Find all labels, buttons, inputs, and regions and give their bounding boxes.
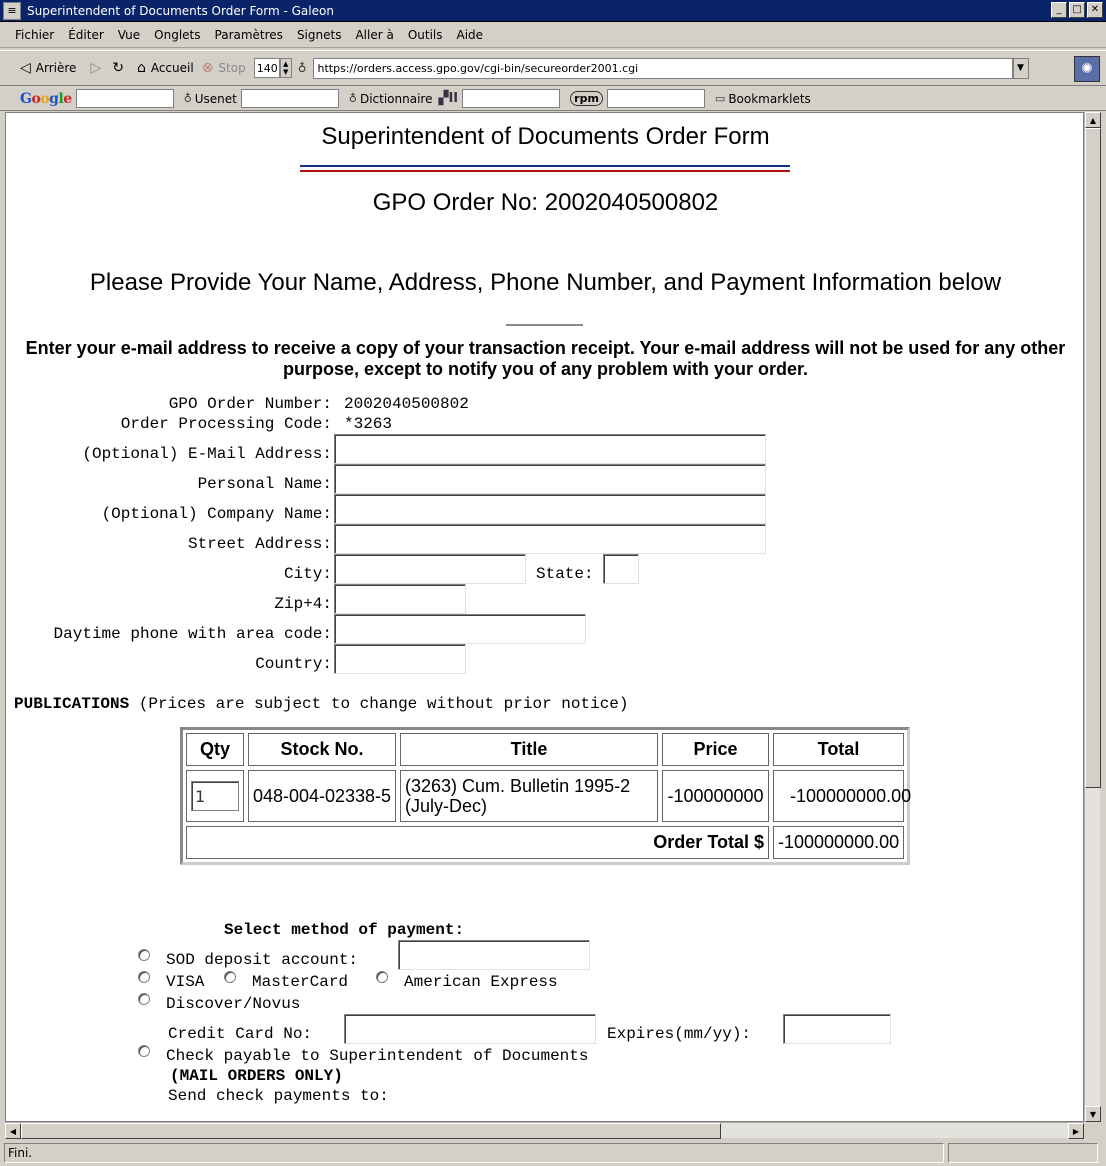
expires-label: Expires(mm/yy): bbox=[607, 1025, 752, 1043]
section-divider bbox=[506, 324, 583, 326]
menu-aide[interactable]: Aide bbox=[456, 27, 484, 42]
table-header-price: Price bbox=[662, 733, 769, 766]
scroll-up-icon[interactable]: ▲ bbox=[1085, 112, 1101, 128]
url-bar[interactable]: https://orders.access.gpo.gov/cgi-bin/secureorder2001.cgi bbox=[313, 58, 1013, 79]
country-field[interactable] bbox=[334, 644, 466, 674]
scroll-down-icon[interactable]: ▼ bbox=[1085, 1106, 1101, 1122]
credit-card-field[interactable] bbox=[344, 1014, 596, 1044]
maximize-button[interactable]: □ bbox=[1069, 2, 1085, 18]
dictionary-button[interactable] bbox=[349, 92, 433, 106]
table-cell-qty bbox=[186, 770, 244, 822]
personal-name-label: Personal Name: bbox=[197, 475, 332, 493]
content-viewport bbox=[5, 112, 1084, 1122]
menu-signets[interactable]: Signets bbox=[296, 27, 342, 42]
status-text: Fini. bbox=[4, 1143, 944, 1163]
window-menu-icon[interactable]: ≡ bbox=[3, 2, 21, 20]
google-search-input[interactable] bbox=[76, 89, 174, 108]
processing-code-value: *3263 bbox=[344, 415, 393, 433]
table-cell-title: (3263) Cum. Bulletin 1995-2 (July-Dec) bbox=[400, 770, 658, 822]
vertical-scroll-thumb[interactable] bbox=[1085, 128, 1101, 788]
mastercard-radio[interactable] bbox=[224, 971, 236, 983]
rpm-logo[interactable]: rpm bbox=[570, 91, 603, 106]
country-label: Country: bbox=[255, 655, 332, 673]
phone-field[interactable] bbox=[334, 614, 586, 644]
check-radio[interactable] bbox=[138, 1045, 150, 1057]
reload-icon: ↻ bbox=[112, 60, 124, 76]
zoom-input[interactable]: 140 bbox=[254, 58, 280, 78]
bookmarklets-label: Bookmarklets bbox=[728, 91, 811, 106]
street-address-field[interactable] bbox=[334, 524, 766, 554]
table-header-title: Title bbox=[400, 733, 658, 766]
table-header-total: Total bbox=[773, 733, 904, 766]
horizontal-scroll-thumb[interactable] bbox=[21, 1123, 721, 1139]
gpo-order-number-label: GPO Order Number: bbox=[168, 395, 332, 413]
home-icon: ⌂ bbox=[136, 60, 146, 76]
table-header-stock: Stock No. bbox=[248, 733, 396, 766]
menu-vue[interactable]: Vue bbox=[117, 27, 141, 42]
state-label: State: bbox=[536, 565, 594, 583]
menu-editer[interactable]: Éditer bbox=[68, 27, 104, 42]
usenet-button[interactable] bbox=[184, 92, 237, 106]
home-label: Accueil bbox=[150, 61, 194, 75]
menu-onglets[interactable]: Onglets bbox=[154, 27, 201, 42]
street-address-label: Street Address: bbox=[187, 535, 332, 553]
search-icon: ♁ bbox=[183, 92, 192, 105]
table-cell-total: -100000000.00 bbox=[773, 770, 904, 822]
reload-button[interactable] bbox=[112, 60, 129, 76]
order-total-value: -100000000.00 bbox=[773, 826, 904, 859]
company-name-field[interactable] bbox=[334, 494, 766, 524]
email-note: Enter your e-mail address to receive a copy of your transaction receipt. Your e-mail address will not be used for any other purpose, except to notify you of any problem with your order. bbox=[25, 338, 1066, 379]
bookmarklets-folder[interactable] bbox=[715, 92, 811, 106]
search-toolbar bbox=[0, 87, 1106, 111]
amex-radio[interactable] bbox=[376, 971, 388, 983]
forward-button[interactable] bbox=[90, 60, 106, 76]
stop-icon: ⊗ bbox=[201, 60, 214, 76]
processing-code-label: Order Processing Code: bbox=[120, 415, 332, 433]
table-cell-stock: 048-004-02338-5 bbox=[248, 770, 396, 822]
menu-bar bbox=[0, 22, 1106, 48]
galeon-throbber-icon: ✺ bbox=[1074, 56, 1100, 82]
order-number-heading: GPO Order No: 2002040500802 bbox=[372, 189, 719, 216]
expires-field[interactable] bbox=[783, 1014, 891, 1044]
status-bar bbox=[0, 1140, 1106, 1166]
payment-heading: Select method of payment: bbox=[224, 921, 465, 939]
back-arrow-icon: ◁ bbox=[20, 60, 31, 76]
close-button[interactable]: ✕ bbox=[1087, 2, 1103, 18]
scroll-left-icon[interactable]: ◀ bbox=[5, 1123, 21, 1139]
status-progress bbox=[948, 1143, 1098, 1163]
title-rule-blue bbox=[300, 165, 790, 167]
discover-radio[interactable] bbox=[138, 993, 150, 1005]
home-button[interactable] bbox=[137, 60, 194, 76]
url-dropdown-icon[interactable]: ▼ bbox=[1013, 58, 1029, 79]
check-label: Check payable to Superintendent of Documents bbox=[166, 1047, 589, 1065]
horizontal-scrollbar[interactable] bbox=[5, 1122, 1084, 1138]
usenet-search-input[interactable] bbox=[241, 89, 339, 108]
folder-icon: ▭ bbox=[714, 92, 726, 105]
sod-account-field[interactable] bbox=[398, 940, 590, 970]
search-icon: ♁ bbox=[348, 92, 357, 105]
imdb-logo-icon[interactable]: ▞II bbox=[438, 91, 459, 106]
google-logo: Google bbox=[20, 90, 72, 107]
phone-label: Daytime phone with area code: bbox=[53, 625, 332, 643]
vertical-scrollbar[interactable] bbox=[1084, 112, 1100, 1122]
page-icon: ♁ bbox=[297, 61, 307, 75]
rpm-search-input[interactable] bbox=[607, 89, 705, 108]
window-title: Superintendent of Documents Order Form - Galeon bbox=[27, 3, 334, 18]
city-field[interactable] bbox=[334, 554, 526, 584]
publications-heading-bold: PUBLICATIONS bbox=[14, 695, 130, 713]
sod-label: SOD deposit account: bbox=[166, 951, 359, 969]
personal-name-field[interactable] bbox=[334, 464, 766, 494]
table-header-qty: Qty bbox=[186, 733, 244, 766]
email-field[interactable] bbox=[334, 434, 766, 464]
discover-label: Discover/Novus bbox=[166, 995, 301, 1013]
publications-table bbox=[180, 727, 910, 865]
order-total-label: Order Total $ bbox=[186, 826, 769, 859]
zoom-stepper[interactable]: ▲ ▼ bbox=[280, 58, 292, 78]
instructions-heading: Please Provide Your Name, Address, Phone Number, and Payment Information below bbox=[89, 269, 1002, 296]
state-field[interactable] bbox=[603, 554, 639, 584]
amex-label: American Express bbox=[404, 973, 558, 991]
stop-button[interactable] bbox=[202, 60, 246, 76]
navigation-toolbar bbox=[0, 50, 1106, 86]
gpo-order-number-value: 2002040500802 bbox=[344, 395, 469, 413]
back-button[interactable] bbox=[20, 60, 76, 76]
menu-parametres[interactable]: Paramètres bbox=[214, 27, 283, 42]
table-cell-price: -100000000 bbox=[662, 770, 769, 822]
zip-field[interactable] bbox=[334, 584, 466, 614]
visa-radio[interactable] bbox=[138, 971, 150, 983]
menu-fichier[interactable]: Fichier bbox=[15, 27, 55, 42]
email-label: (Optional) E-Mail Address: bbox=[82, 445, 332, 463]
city-label: City: bbox=[283, 565, 332, 583]
window-titlebar bbox=[0, 0, 1106, 22]
page-title: Superintendent of Documents Order Form bbox=[321, 123, 770, 150]
back-label: Arrière bbox=[35, 61, 77, 75]
visa-label: VISA bbox=[166, 973, 205, 991]
menu-outils[interactable]: Outils bbox=[407, 27, 443, 42]
menu-aller[interactable]: Aller à bbox=[355, 27, 394, 42]
credit-card-label: Credit Card No: bbox=[168, 1025, 313, 1043]
minimize-button[interactable]: _ bbox=[1051, 2, 1067, 18]
quantity-input[interactable] bbox=[191, 781, 239, 811]
send-check-label: Send check payments to: bbox=[168, 1087, 389, 1105]
publications-heading bbox=[14, 695, 629, 713]
title-rule-red bbox=[300, 170, 790, 172]
zip-label: Zip+4: bbox=[274, 595, 332, 613]
scroll-right-icon[interactable]: ▶ bbox=[1068, 1123, 1084, 1139]
mail-orders-only-label: (MAIL ORDERS ONLY) bbox=[170, 1067, 343, 1085]
forward-arrow-icon: ▷ bbox=[90, 60, 102, 76]
publications-heading-note: (Prices are subject to change without prior notice) bbox=[129, 695, 629, 713]
dictionary-label: Dictionnaire bbox=[359, 91, 433, 106]
sod-radio[interactable] bbox=[138, 949, 150, 961]
usenet-label: Usenet bbox=[194, 91, 237, 106]
stop-label: Stop bbox=[218, 61, 246, 75]
mastercard-label: MasterCard bbox=[252, 973, 349, 991]
company-name-label: (Optional) Company Name: bbox=[101, 505, 332, 523]
imdb-search-input[interactable] bbox=[462, 89, 560, 108]
